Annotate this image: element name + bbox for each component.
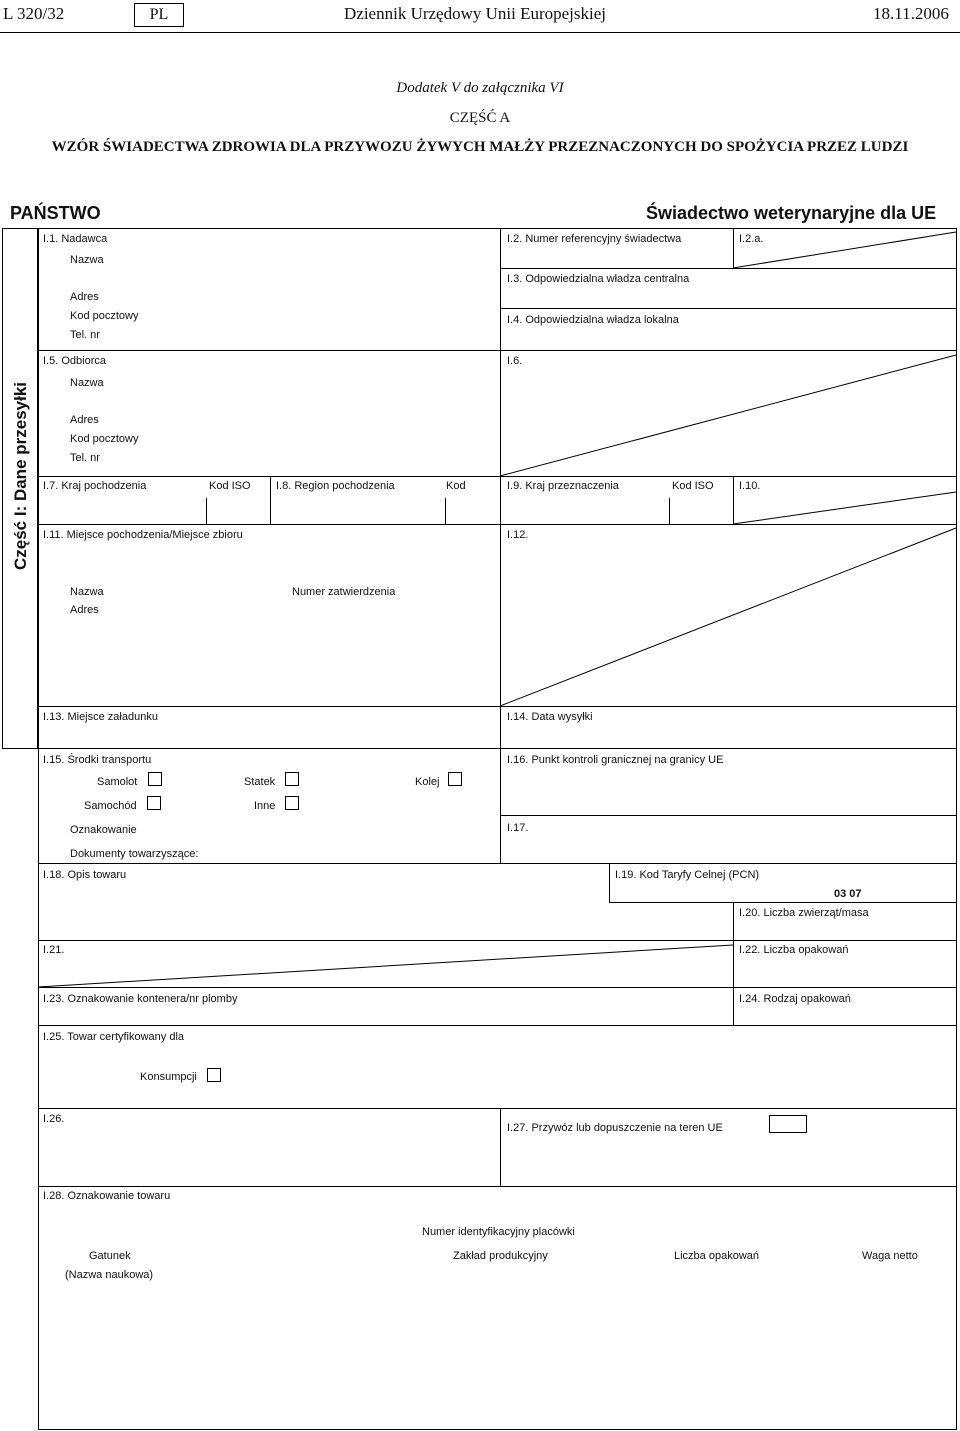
transport-plane-checkbox[interactable] — [148, 772, 162, 786]
place-of-origin-address: Adres — [70, 604, 99, 616]
field-label-i2a: I.2.a. — [739, 233, 764, 245]
destination-iso-code-label: Kod ISO — [672, 480, 714, 492]
part-title: CZĘŚĆ A — [449, 110, 511, 126]
consignor-address: Adres — [70, 291, 99, 303]
consignor-postcode: Kod pocztowy — [70, 310, 139, 322]
field-label-i21: I.21. — [43, 944, 65, 956]
field-label-i7: I.7. Kraj pochodzenia — [43, 480, 147, 492]
transport-road-checkbox[interactable] — [147, 796, 161, 810]
consumption-label: Konsumpcji — [140, 1071, 197, 1083]
field-label-i17: I.17. — [507, 822, 529, 834]
section-label: Część I: Dane przesyłki — [11, 381, 30, 571]
field-label-i6: I.6. — [507, 355, 523, 367]
field-label-i24: I.24. Rodzaj opakowań — [739, 993, 851, 1005]
field-label-i10: I.10. — [739, 480, 761, 492]
approval-number-label: Numer zatwierdzenia — [292, 586, 396, 598]
transport-other-checkbox[interactable] — [285, 796, 299, 810]
consignor-name: Nazwa — [70, 254, 104, 266]
field-label-i27: I.27. Przywóz lub dopuszczenie na teren UE — [507, 1122, 723, 1134]
transport-rail-label: Kolej — [415, 776, 440, 788]
transport-rail-checkbox[interactable] — [448, 772, 462, 786]
field-label-i22: I.22. Liczba opakowań — [739, 944, 849, 956]
consignee-postcode: Kod pocztowy — [70, 433, 139, 445]
species-column-header: Gatunek — [89, 1250, 131, 1262]
transport-marking-label: Oznakowanie — [70, 824, 137, 836]
country-label: PAŃSTWO — [10, 203, 101, 223]
field-label-i4: I.4. Odpowiedzialna władza lokalna — [507, 314, 679, 326]
field-label-i20: I.20. Liczba zwierząt/masa — [739, 907, 869, 919]
region-code-label: Kod — [446, 480, 466, 492]
transport-ship-label: Statek — [244, 776, 276, 788]
transport-plane-label: Samolot — [97, 776, 138, 788]
field-label-i11: I.11. Miejsce pochodzenia/Miejsce zbioru — [43, 529, 243, 541]
field-label-i13: I.13. Miejsce załadunku — [43, 711, 158, 723]
consignee-tel: Tel. nr — [70, 452, 100, 464]
consignee-name: Nazwa — [70, 377, 104, 389]
transport-ship-checkbox[interactable] — [285, 772, 299, 786]
field-label-i23: I.23. Oznakowanie kontenera/nr plomby — [43, 993, 238, 1005]
transport-road-label: Samochód — [84, 800, 137, 812]
cn-code-value: 03 07 — [834, 888, 862, 900]
field-label-i16: I.16. Punkt kontroli granicznej na granicy UE — [507, 754, 724, 766]
field-label-i8: I.8. Region pochodzenia — [276, 480, 395, 492]
place-of-origin-name: Nazwa — [70, 586, 104, 598]
field-label-i5: I.5. Odbiorca — [43, 355, 106, 367]
field-label-i26: I.26. — [43, 1113, 65, 1125]
consumption-checkbox[interactable] — [207, 1068, 221, 1082]
import-checkbox[interactable] — [769, 1115, 807, 1133]
page-reference: L 320/32 — [3, 4, 65, 23]
field-label-i12: I.12. — [507, 529, 529, 541]
field-label-i3: I.3. Odpowiedzialna władza centralna — [507, 273, 690, 285]
consignor-tel: Tel. nr — [70, 329, 100, 341]
field-label-i14: I.14. Data wysyłki — [507, 711, 593, 723]
journal-title: Dziennik Urzędowy Unii Europejskiej — [344, 4, 607, 23]
field-label-i1: I.1. Nadawca — [43, 233, 108, 245]
transport-other-label: Inne — [254, 800, 276, 812]
field-label-i9: I.9. Kraj przeznaczenia — [507, 480, 619, 492]
field-label-i15: I.15. Środki transportu — [43, 754, 152, 766]
packages-column-header: Liczba opakowań — [674, 1250, 760, 1262]
annex-title: Dodatek V do załącznika VI — [396, 80, 564, 96]
field-label-i25: I.25. Towar certyfikowany dla — [43, 1031, 185, 1043]
field-label-i28: I.28. Oznakowanie towaru — [43, 1190, 171, 1202]
consignee-address: Adres — [70, 414, 99, 426]
scientific-name-label: (Nazwa naukowa) — [65, 1269, 154, 1281]
field-label-i2: I.2. Numer referencyjny świadectwa — [507, 233, 682, 245]
accompanying-documents-label: Dokumenty towarzyszące: — [70, 848, 199, 860]
language-code: PL — [134, 3, 184, 27]
publication-date: 18.11.2006 — [873, 4, 949, 23]
origin-iso-code-label: Kod ISO — [209, 480, 251, 492]
document-title: WZÓR ŚWIADECTWA ZDROWIA DLA PRZYWOZU ŻYWYCH MAŁŻY PRZEZNACZONYCH DO SPOŻYCIA PRZEZ LUDZI — [51, 139, 909, 155]
certificate-title: Świadectwo weterynaryjne dla UE — [646, 203, 937, 223]
plant-column-header: Zakład produkcyjny — [453, 1250, 548, 1262]
field-label-i18: I.18. Opis towaru — [43, 869, 127, 881]
field-label-i19: I.19. Kod Taryfy Celnej (PCN) — [615, 869, 760, 881]
establishment-id-label: Numer identyfikacyjny placówki — [422, 1226, 575, 1238]
net-weight-column-header: Waga netto — [862, 1250, 918, 1262]
